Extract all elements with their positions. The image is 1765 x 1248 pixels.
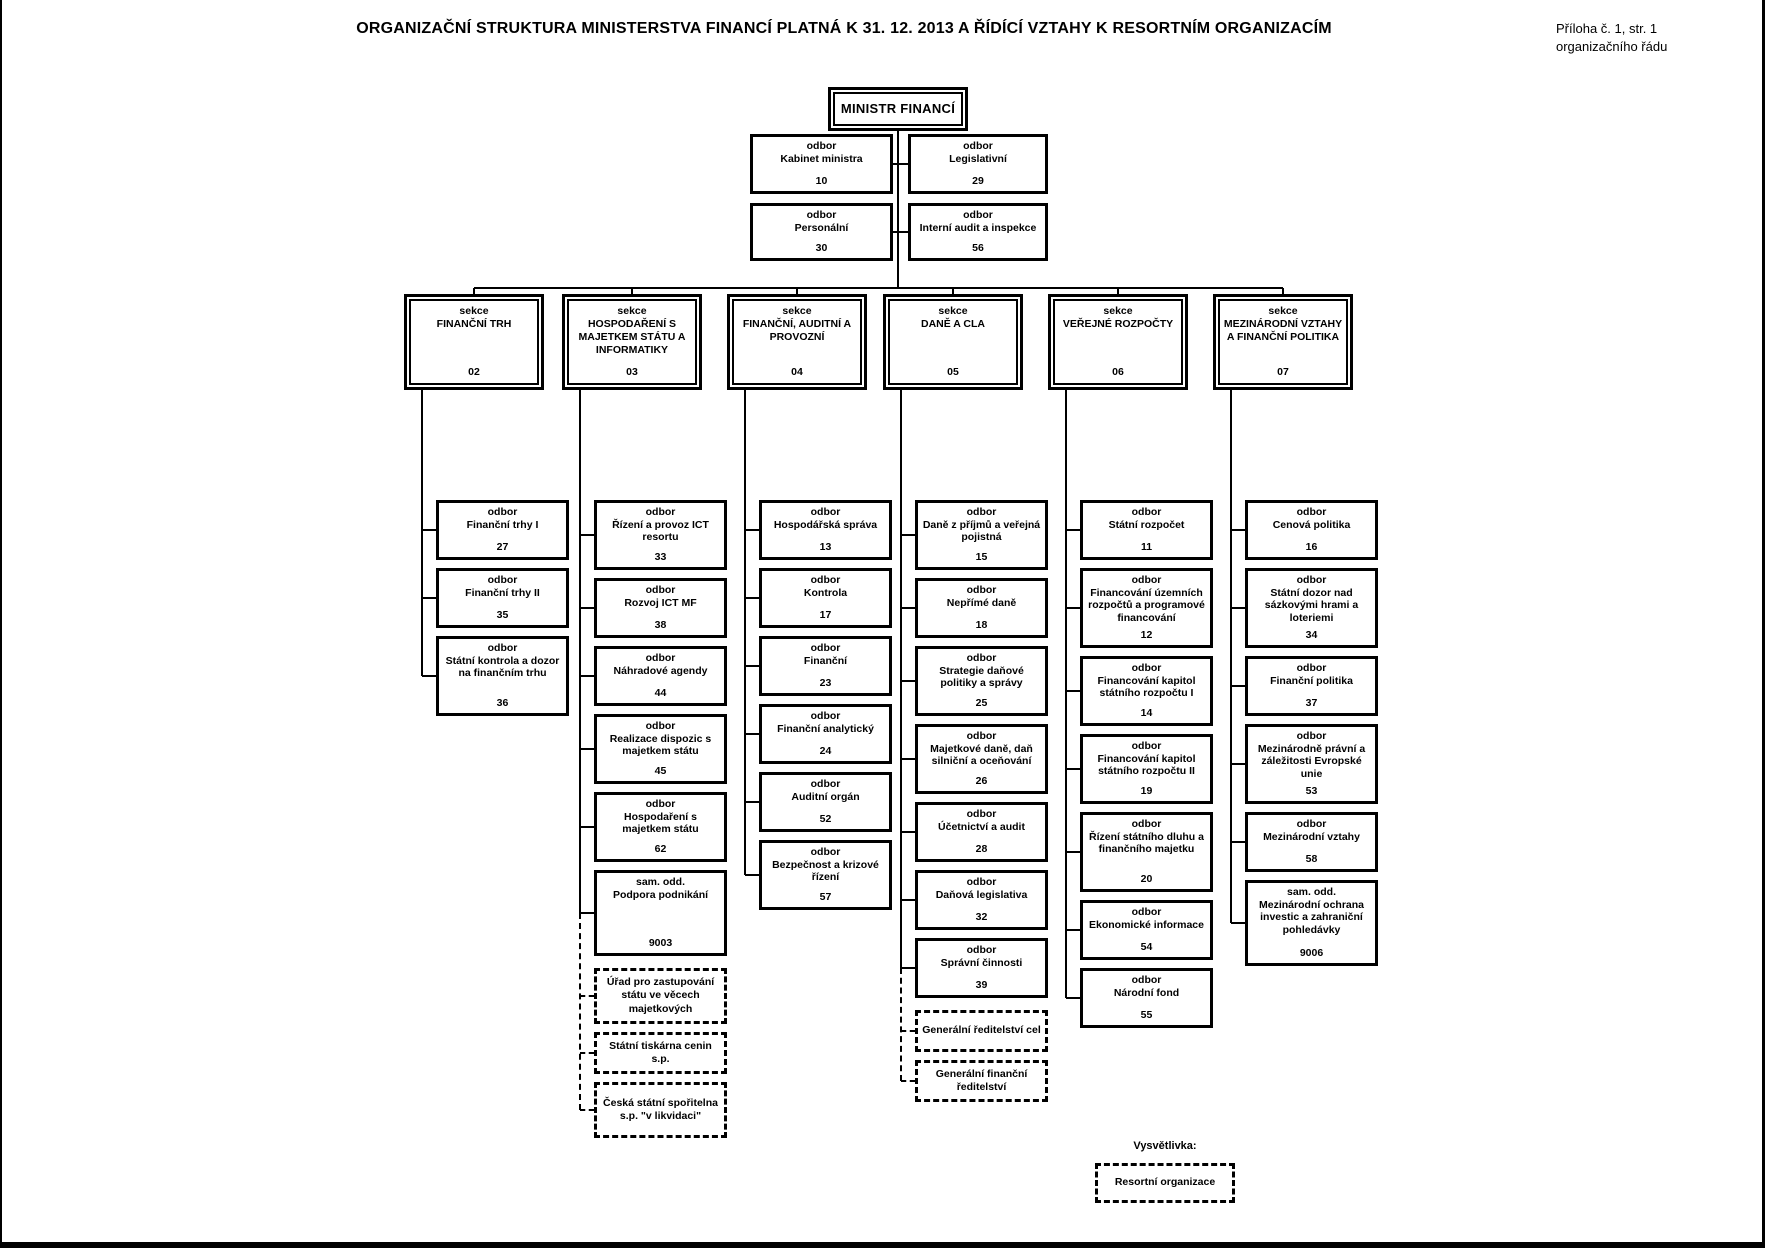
connector-line [745, 733, 759, 735]
minister-office-box [908, 203, 1048, 261]
connector-line [897, 129, 899, 287]
office-box [436, 636, 569, 716]
office-name: Náhradové agendy [613, 664, 708, 677]
office-type-label: odbor [966, 808, 997, 820]
office-name: Hospodářská správa [773, 518, 878, 531]
minister-office-box [750, 134, 893, 194]
office-box [1080, 968, 1213, 1028]
office-box [1245, 724, 1378, 804]
office-number: 26 [975, 775, 988, 788]
office-box [594, 714, 727, 784]
connector-line [422, 675, 436, 677]
office-box [1245, 812, 1378, 872]
office-box [915, 870, 1048, 930]
office-name: Finanční politika [1270, 674, 1353, 687]
office-type-label: odbor [645, 720, 676, 732]
connector-line [1231, 685, 1245, 687]
office-number: 20 [1140, 873, 1153, 886]
office-type-label: odbor [810, 778, 841, 790]
page-edge-left [0, 0, 2, 1248]
office-type-label: odbor [806, 209, 837, 221]
office-type-label: odbor [1296, 574, 1327, 586]
office-number: 39 [975, 979, 988, 992]
office-number: 9006 [1299, 947, 1324, 960]
section-type-label: sekce [782, 305, 812, 317]
connector-line [580, 912, 594, 914]
connector-line [1066, 607, 1080, 609]
section-type-label: sekce [1103, 305, 1133, 317]
office-box [759, 500, 892, 560]
office-name: Finanční analytický [777, 722, 874, 735]
page-title: ORGANIZAČNÍ STRUKTURA MINISTERSTVA FINANCÍ PLATNÁ K 31. 12. 2013 A ŘÍDÍCÍ VZTAHY K RESORTNÍM ORGANIZACÍM [356, 20, 1332, 37]
office-name: Mezinárodní ochrana investic a zahraniční pohledávky [1258, 898, 1364, 936]
office-number: 11 [1140, 541, 1153, 554]
office-name: Daně z příjmů a veřejná pojistná [922, 518, 1041, 544]
attachment-note-line2: organizačního řádu [1556, 38, 1668, 54]
office-number: 57 [819, 891, 832, 904]
attachment-note-line1: Příloha č. 1, str. 1 [1556, 21, 1658, 36]
connector-line [580, 534, 594, 536]
office-box [1245, 500, 1378, 560]
office-box [915, 802, 1048, 862]
office-type-label: odbor [966, 944, 997, 956]
subordinate-org-name: Generální finanční ředitelství [935, 1067, 1028, 1093]
office-type-label: odbor [1131, 506, 1162, 518]
subordinate-org-name: Státní tiskárna cenin s.p. [609, 1039, 712, 1065]
office-number: 15 [975, 551, 988, 564]
office-name: Podpora podnikání [612, 888, 709, 901]
connector-line [745, 874, 759, 876]
subordinate-org-box [594, 1032, 727, 1074]
section-number: 03 [626, 365, 638, 378]
office-box [1245, 568, 1378, 648]
office-number: 28 [975, 843, 988, 856]
office-name: Financování kapitol státního rozpočtu II [1097, 752, 1196, 778]
office-box [759, 568, 892, 628]
connector-line [1066, 690, 1080, 692]
section-name: FINANČNÍ, AUDITNÍ A PROVOZNÍ [742, 318, 852, 344]
minister-box-inner [833, 92, 963, 126]
office-name: Legislativní [949, 152, 1007, 165]
section-name: DANĚ A CLA [921, 318, 985, 331]
section-box [562, 294, 702, 390]
office-type-label: odbor [1131, 974, 1162, 986]
page-edge-bottom [0, 1242, 1765, 1248]
office-name: Financování kapitol státního rozpočtu I [1097, 674, 1196, 700]
section-type-label: sekce [617, 305, 647, 317]
section-box [1213, 294, 1353, 390]
connector-line [901, 899, 915, 901]
section-name: FINANČNÍ TRH [436, 318, 512, 331]
office-number: 12 [1140, 629, 1153, 642]
office-name: Nepřímé daně [946, 596, 1017, 609]
connector-line [901, 758, 915, 760]
connector-line-dashed [580, 995, 594, 997]
section-box-inner [888, 299, 1018, 385]
office-name: Účetnictví a audit [938, 820, 1025, 833]
office-number: 29 [972, 175, 984, 188]
section-box-inner [409, 299, 539, 385]
connector-line [422, 529, 436, 531]
section-number: 06 [1112, 365, 1124, 378]
connector-line [474, 287, 1283, 289]
office-type-label: odbor [966, 584, 997, 596]
office-number: 32 [975, 911, 988, 924]
office-number: 10 [815, 175, 828, 188]
connector-line [1230, 390, 1232, 923]
subordinate-org-box [915, 1060, 1048, 1102]
office-box [594, 646, 727, 706]
office-box [1080, 734, 1213, 804]
office-number: 54 [1140, 941, 1153, 954]
office-type-label: odbor [645, 652, 676, 664]
connector-line [1066, 768, 1080, 770]
connector-line [1066, 851, 1080, 853]
office-type-label: odbor [645, 506, 676, 518]
minister-box [828, 87, 968, 131]
office-name: Řízení státního dluhu a finančního majetku [1089, 830, 1204, 856]
office-number: 55 [1140, 1009, 1153, 1022]
office-number: 53 [1305, 785, 1318, 798]
connector-line [580, 607, 594, 609]
office-number: 24 [819, 745, 832, 758]
office-number: 17 [819, 609, 832, 622]
office-number: 35 [496, 609, 509, 622]
connector-line [421, 390, 423, 676]
office-type-label: odbor [1296, 730, 1327, 742]
section-number: 07 [1277, 365, 1289, 378]
office-box [759, 704, 892, 764]
connector-line [1231, 607, 1245, 609]
office-type-label: odbor [1296, 662, 1327, 674]
office-name: Financování územních rozpočtů a programové financování [1088, 586, 1205, 624]
office-name: Auditní orgán [791, 790, 860, 803]
office-name: Státní rozpočet [1108, 518, 1185, 531]
office-name: Realizace dispozic s majetkem státu [609, 732, 712, 758]
minister-office-box [750, 203, 893, 261]
office-name: Bezpečnost a krizové řízení [772, 858, 879, 884]
office-type-label: sam. odd. [1286, 886, 1336, 898]
section-number: 02 [468, 365, 480, 378]
office-box [594, 500, 727, 570]
office-box [915, 646, 1048, 716]
section-number: 05 [947, 365, 959, 378]
office-type-label: odbor [645, 584, 676, 596]
subordinate-org-box [594, 968, 727, 1024]
office-box [594, 870, 727, 956]
subordinate-org-box [594, 1082, 727, 1138]
office-type-label: odbor [963, 140, 993, 152]
office-name: Mezinárodně právní a záležitosti Evropské unie [1257, 742, 1366, 780]
office-type-label: odbor [645, 798, 676, 810]
office-type-label: odbor [1296, 818, 1327, 830]
office-name: Mezinárodní vztahy [1263, 830, 1360, 843]
office-type-label: odbor [1131, 906, 1162, 918]
legend-box [1095, 1163, 1235, 1203]
connector-line-dashed [580, 1109, 594, 1111]
office-box [759, 636, 892, 696]
office-type-label: odbor [810, 846, 841, 858]
connector-line-dashed [900, 968, 902, 1081]
office-number: 44 [654, 687, 667, 700]
office-type-label: odbor [963, 209, 993, 221]
connector-line [901, 680, 915, 682]
office-type-label: odbor [487, 574, 518, 586]
office-number: 37 [1305, 697, 1318, 710]
office-box [1080, 812, 1213, 892]
connector-line [1231, 763, 1245, 765]
office-box [1080, 500, 1213, 560]
connector-line [893, 231, 908, 233]
office-name: Finanční [803, 654, 848, 667]
subordinate-org-name: Česká státní spořitelna s.p. "v likvidaci" [603, 1096, 718, 1122]
section-name: MEZINÁRODNÍ VZTAHY A FINANČNÍ POLITIKA [1223, 318, 1343, 344]
connector-line [580, 675, 594, 677]
office-number: 58 [1305, 853, 1318, 866]
office-name: Cenová politika [1272, 518, 1351, 531]
section-type-label: sekce [1268, 305, 1298, 317]
office-box [436, 500, 569, 560]
office-type-label: odbor [810, 710, 841, 722]
office-type-label: odbor [1296, 506, 1327, 518]
office-name: Kontrola [803, 586, 848, 599]
office-name: Personální [794, 221, 849, 234]
office-name: Rozvoj ICT MF [624, 596, 697, 609]
office-type-label: odbor [1131, 662, 1162, 674]
legend-item: Resortní organizace [1114, 1176, 1216, 1189]
office-box [1080, 568, 1213, 648]
office-box [436, 568, 569, 628]
office-box [759, 840, 892, 910]
office-number: 36 [496, 697, 509, 710]
office-number: 62 [654, 843, 667, 856]
office-name: Finanční trhy II [465, 586, 540, 599]
connector-line-dashed [580, 1052, 594, 1054]
office-type-label: odbor [966, 506, 997, 518]
office-number: 19 [1140, 785, 1153, 798]
office-type-label: odbor [1131, 574, 1162, 586]
office-number: 38 [654, 619, 667, 632]
connector-line [1231, 841, 1245, 843]
office-type-label: odbor [810, 642, 841, 654]
office-type-label: odbor [966, 730, 997, 742]
office-name: Daňová legislativa [935, 888, 1028, 901]
office-name: Strategie daňové politiky a správy [939, 664, 1024, 690]
office-number: 30 [815, 242, 828, 255]
connector-line [900, 390, 902, 968]
section-box [727, 294, 867, 390]
connector-line [1231, 922, 1245, 924]
connector-line [901, 534, 915, 536]
office-name: Finanční trhy I [466, 518, 539, 531]
office-type-label: odbor [810, 574, 841, 586]
office-number: 45 [654, 765, 667, 778]
office-box [915, 938, 1048, 998]
office-number: 33 [654, 551, 667, 564]
office-type-label: odbor [966, 876, 997, 888]
office-name: Správní činnosti [940, 956, 1023, 969]
connector-line [1066, 529, 1080, 531]
section-box-inner [1218, 299, 1348, 385]
office-box [594, 792, 727, 862]
section-box-inner [732, 299, 862, 385]
office-name: Státní dozor nad sázkovými hrami a loteriemi [1264, 586, 1359, 624]
office-name: Interní audit a inspekce [919, 221, 1037, 234]
section-box-inner [1053, 299, 1183, 385]
office-number: 52 [819, 813, 832, 826]
connector-line [745, 665, 759, 667]
connector-line-dashed [579, 913, 581, 1110]
section-box [1048, 294, 1188, 390]
connector-line [580, 826, 594, 828]
section-name: VEŘEJNÉ ROZPOČTY [1062, 318, 1174, 331]
minister-label: MINISTR FINANCÍ [840, 101, 956, 117]
connector-line [893, 163, 908, 165]
section-box-inner [567, 299, 697, 385]
connector-line-dashed [901, 1080, 915, 1082]
office-type-label: odbor [1131, 740, 1162, 752]
connector-line [1066, 929, 1080, 931]
office-number: 23 [819, 677, 832, 690]
office-name: Řízení a provoz ICT resortu [612, 518, 709, 544]
office-number: 18 [975, 619, 988, 632]
office-box [759, 772, 892, 832]
office-box [1245, 656, 1378, 716]
subordinate-org-name: Generální ředitelství cel [922, 1024, 1041, 1037]
office-number: 13 [819, 541, 832, 554]
office-name: Státní kontrola a dozor na finančním trhu [445, 654, 560, 680]
connector-line [580, 748, 594, 750]
subordinate-org-box [915, 1010, 1048, 1052]
office-box [594, 578, 727, 638]
office-type-label: odbor [487, 642, 518, 654]
office-box [1080, 900, 1213, 960]
connector-line [422, 597, 436, 599]
section-box [883, 294, 1023, 390]
connector-line [745, 801, 759, 803]
office-number: 56 [972, 242, 984, 255]
office-name: Kabinet ministra [780, 152, 863, 165]
connector-line [1231, 529, 1245, 531]
section-type-label: sekce [938, 305, 968, 317]
office-number: 25 [975, 697, 988, 710]
office-name: Národní fond [1113, 986, 1180, 999]
connector-line [1065, 390, 1067, 998]
connector-line [745, 529, 759, 531]
office-number: 14 [1140, 707, 1153, 720]
office-box [915, 578, 1048, 638]
section-box [404, 294, 544, 390]
connector-line [579, 390, 581, 913]
office-type-label: odbor [487, 506, 518, 518]
office-name: Majetkové daně, daň silniční a oceňování [930, 742, 1033, 768]
minister-office-box [908, 134, 1048, 194]
connector-line [901, 607, 915, 609]
office-number: 9003 [648, 937, 673, 950]
office-name: Ekonomické informace [1089, 918, 1204, 931]
connector-line [1066, 997, 1080, 999]
attachment-note [1556, 20, 1756, 55]
section-name: HOSPODAŘENÍ S MAJETKEM STÁTU A INFORMATIKY [578, 318, 686, 357]
legend-label: Vysvětlivka: [1133, 1140, 1197, 1152]
office-type-label: odbor [810, 506, 841, 518]
office-type-label: sam. odd. [635, 876, 685, 888]
office-box [1080, 656, 1213, 726]
section-number: 04 [791, 365, 803, 378]
office-name: Hospodaření s majetkem státu [622, 810, 699, 836]
connector-line [901, 831, 915, 833]
office-type-label: odbor [966, 652, 997, 664]
office-number: 34 [1305, 629, 1318, 642]
connector-line [745, 597, 759, 599]
subordinate-org-name: Úřad pro zastupování státu ve věcech majetkových [606, 976, 715, 1015]
office-type-label: odbor [806, 140, 837, 152]
office-box [1245, 880, 1378, 966]
office-type-label: odbor [1131, 818, 1162, 830]
section-type-label: sekce [459, 305, 489, 317]
office-number: 16 [1305, 541, 1318, 554]
connector-line-dashed [901, 1030, 915, 1032]
connector-line [901, 967, 915, 969]
office-box [915, 724, 1048, 794]
office-number: 27 [496, 541, 509, 554]
office-box [915, 500, 1048, 570]
